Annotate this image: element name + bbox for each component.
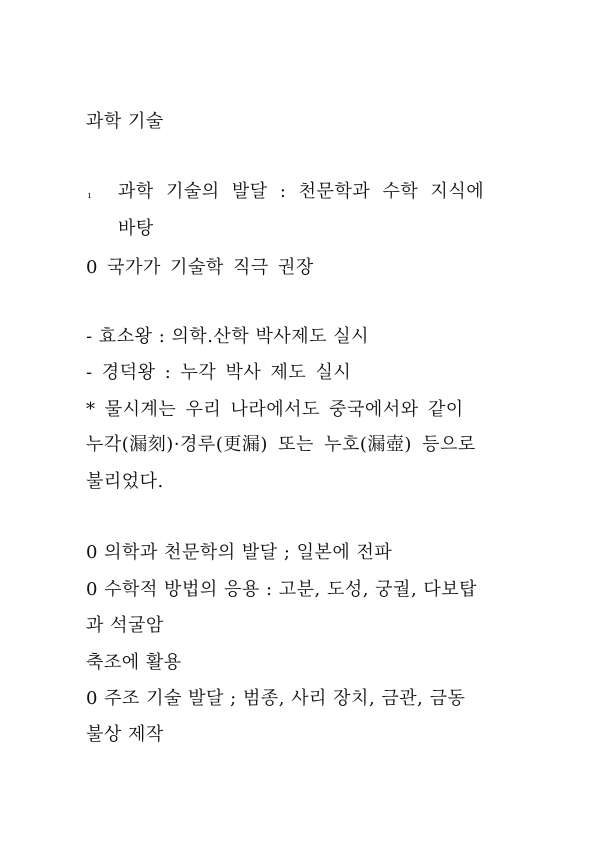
math-application-line-1: 0 수학적 방법의 응용 : 고분, 도성, 궁궐, 다보탑 bbox=[86, 579, 478, 600]
water-clock-note-line-2: 누각(漏刻)·경루(更漏) 또는 누호(漏壺) 등으로 bbox=[86, 434, 476, 455]
national-encouragement-line: 0 국가가 기술학 직극 권장 bbox=[86, 257, 314, 278]
science-development-continuation: 바탕 bbox=[118, 218, 154, 239]
casting-technology-line-1: 0 주조 기술 발달 ; 범종, 사리 장치, 금관, 금동 bbox=[86, 688, 466, 709]
casting-technology-line-2: 불상 제작 bbox=[86, 724, 164, 745]
bullet-marker: ı bbox=[88, 191, 91, 201]
medicine-astronomy-line: 0 의학과 천문학의 발달 ; 일본에 전파 bbox=[86, 542, 393, 563]
hyoso-king-line: - 효소왕 : 의학.산학 박사제도 실시 bbox=[86, 326, 370, 347]
water-clock-note-line-1: * 물시계는 우리 나라에서도 중국에서와 같이 bbox=[86, 399, 464, 420]
water-clock-note-line-3: 불리었다. bbox=[86, 471, 164, 492]
math-application-line-2: 과 석굴암 bbox=[86, 615, 164, 636]
page-title: 과학 기술 bbox=[86, 111, 164, 132]
gyeongdeok-king-line: - 경덕왕 : 누각 박사 제도 실시 bbox=[86, 362, 352, 383]
science-development-line: 과학 기술의 발달 : 천문학과 수학 지식에 bbox=[118, 181, 485, 202]
math-application-line-3: 축조에 활용 bbox=[86, 652, 182, 673]
